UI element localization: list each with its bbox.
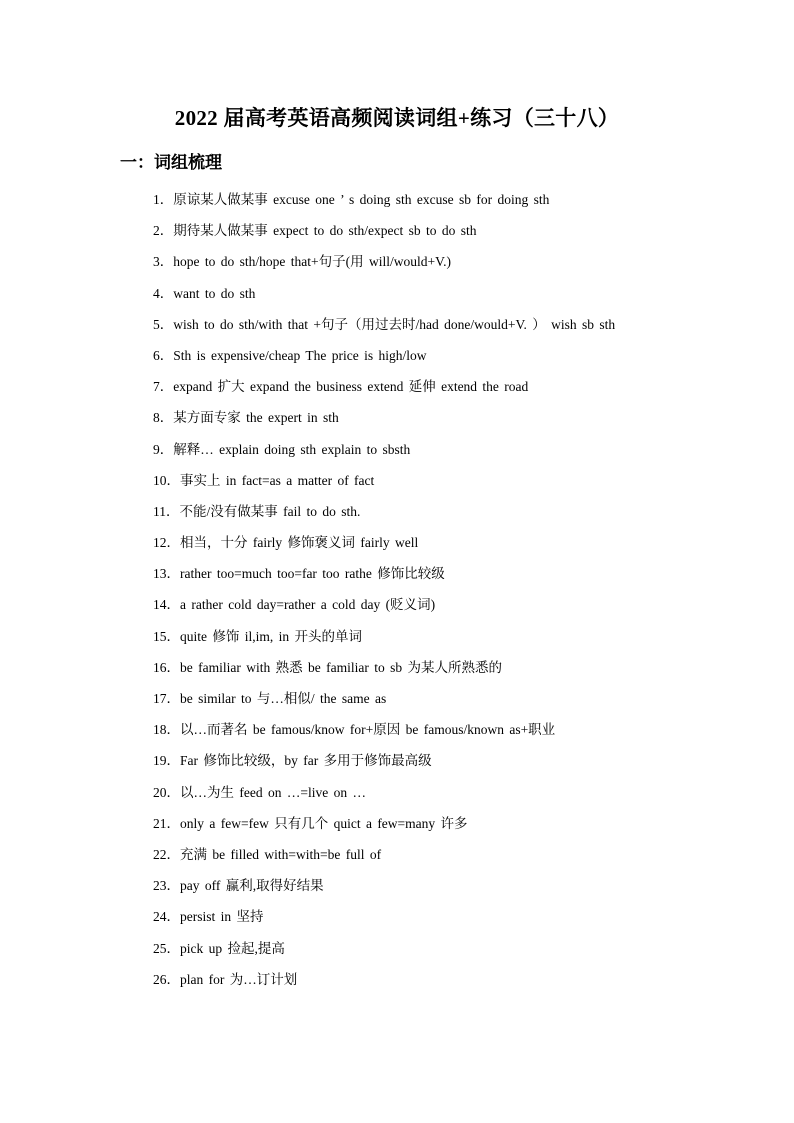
item-text: 期待某人做某事 expect to do sth/expect sb to do sth bbox=[173, 223, 477, 239]
item-text: quite 修饰 il,im, in 开头的单词 bbox=[180, 628, 362, 644]
list-item bbox=[0, 278, 794, 309]
item-text: 原谅某人做某事 excuse one ’ s doing sth excuse sb for doing sth bbox=[173, 192, 550, 207]
section-heading: 一：词组梳理 bbox=[120, 153, 222, 172]
item-text: 不能/没有做某事 fail to do sth. bbox=[179, 503, 361, 519]
item-number: 15． bbox=[153, 628, 180, 644]
item-number: 19． bbox=[153, 753, 180, 769]
list-item bbox=[0, 558, 794, 589]
list-item bbox=[0, 215, 794, 246]
list-item bbox=[0, 964, 794, 995]
item-text: 某方面专家 the expert in sth bbox=[173, 410, 339, 426]
item-text: hope to do sth/hope that+句子(用 will/would+V.) bbox=[173, 254, 451, 270]
item-number: 20． bbox=[153, 784, 180, 800]
item-text: Far 修饰比较级，by far 多用于修饰最高级 bbox=[180, 753, 432, 769]
document-title: 2022 届高考英语高频阅读词组+练习（三十八） bbox=[174, 106, 620, 130]
item-text: 解释… explain doing sth explain to sbsth bbox=[173, 441, 411, 457]
item-text: pay off 赢利,取得好结果 bbox=[180, 878, 324, 894]
list-item bbox=[0, 371, 794, 402]
item-number: 10． bbox=[153, 472, 180, 488]
item-number: 4． bbox=[153, 285, 174, 301]
list-item bbox=[0, 184, 794, 215]
item-number: 25． bbox=[153, 940, 180, 956]
item-text: Sth is expensive/cheap The price is high/low bbox=[173, 347, 427, 363]
list-item bbox=[0, 402, 794, 433]
list-item bbox=[0, 496, 794, 527]
item-text: 以…而著名 be famous/know for+原因 be famous/known as+职业 bbox=[180, 722, 556, 738]
list-item bbox=[0, 246, 794, 277]
list-item bbox=[0, 309, 794, 340]
item-number: 5． bbox=[153, 316, 174, 332]
list-item bbox=[0, 870, 794, 901]
item-text: persist in 坚持 bbox=[180, 909, 264, 925]
item-number: 9． bbox=[153, 441, 174, 457]
item-text: be familiar with 熟悉 be familiar to sb 为某人所熟悉的 bbox=[180, 659, 502, 675]
list-item bbox=[0, 527, 794, 558]
item-text: pick up 捡起,提高 bbox=[180, 940, 285, 956]
item-text: be similar to 与…相似/ the same as bbox=[180, 691, 387, 707]
item-number: 23． bbox=[153, 878, 180, 894]
item-text: plan for 为…订计划 bbox=[180, 971, 298, 987]
list-item bbox=[0, 745, 794, 776]
list-item bbox=[0, 652, 794, 683]
item-number: 11． bbox=[153, 503, 180, 519]
item-text: rather too=much too=far too rathe 修饰比较级 bbox=[180, 566, 445, 582]
item-text: a rather cold day=rather a cold day (贬义词) bbox=[180, 597, 436, 613]
item-text: 充满 be filled with=with=be full of bbox=[180, 846, 382, 862]
item-number: 21． bbox=[153, 815, 180, 831]
item-text: only a few=few 只有几个 quict a few=many 许多 bbox=[180, 815, 468, 831]
item-number: 26． bbox=[153, 971, 180, 987]
list-item bbox=[0, 933, 794, 964]
list-item bbox=[0, 589, 794, 620]
list-item bbox=[0, 621, 794, 652]
list-item bbox=[0, 901, 794, 932]
item-number: 14． bbox=[153, 597, 180, 613]
item-number: 22． bbox=[153, 846, 180, 862]
item-text: expand 扩大 expand the business extend 延伸 extend the road bbox=[173, 379, 529, 395]
list-item bbox=[0, 808, 794, 839]
item-text: 事实上 in fact=as a matter of fact bbox=[180, 472, 375, 488]
item-number: 17． bbox=[153, 691, 180, 707]
item-number: 7． bbox=[153, 379, 174, 395]
item-number: 6． bbox=[153, 347, 174, 363]
list-item bbox=[0, 434, 794, 465]
list-item bbox=[0, 714, 794, 745]
list-item bbox=[0, 340, 794, 371]
list-item bbox=[0, 777, 794, 808]
item-text: want to do sth bbox=[173, 285, 256, 301]
phrase-list bbox=[0, 184, 794, 995]
item-number: 13． bbox=[153, 566, 180, 582]
list-item bbox=[0, 465, 794, 496]
item-text: 相当，十分 fairly 修饰褒义词 fairly well bbox=[180, 535, 419, 551]
list-item bbox=[0, 839, 794, 870]
item-number: 1． bbox=[153, 192, 174, 207]
item-number: 3． bbox=[153, 254, 174, 270]
item-text: wish to do sth/with that +句子（用过去时/had done/would+V. ） wish sb sth bbox=[173, 316, 616, 332]
item-number: 18． bbox=[153, 722, 180, 738]
item-number: 24． bbox=[153, 909, 180, 925]
item-number: 2． bbox=[153, 223, 174, 239]
item-number: 16． bbox=[153, 659, 180, 675]
list-item bbox=[0, 683, 794, 714]
item-text: 以…为生 feed on …=live on … bbox=[180, 784, 366, 800]
item-number: 8． bbox=[153, 410, 174, 426]
item-number: 12． bbox=[153, 535, 180, 551]
